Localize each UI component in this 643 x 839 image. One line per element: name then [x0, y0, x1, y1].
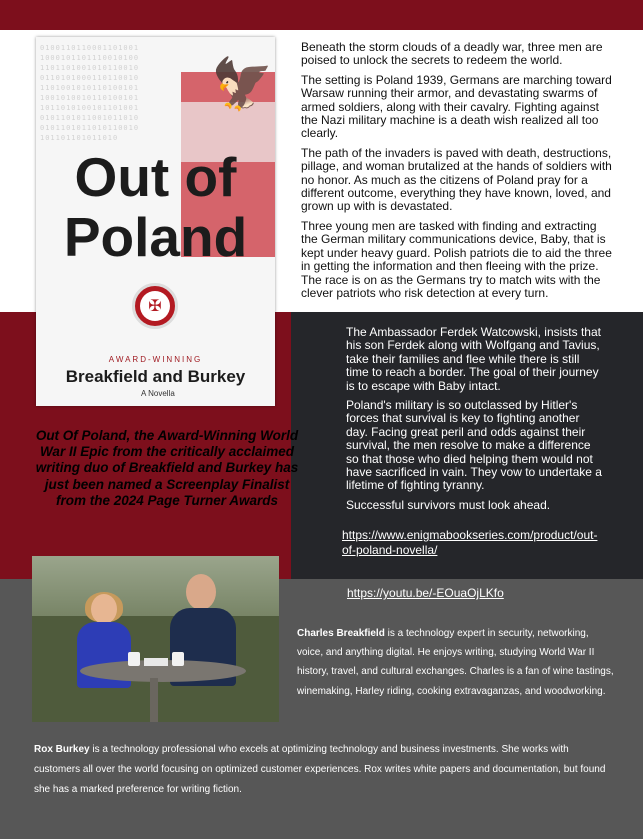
coffee-cup [172, 652, 184, 666]
description-paragraph: The setting is Poland 1939, Germans are marching toward Warsaw running their armor, and devastating swarms of armed soldiers, along with their cavalry. Fighting against the Nazi military machine is a death wish realized all too clearly. [301, 72, 612, 141]
face [186, 574, 216, 610]
dark-panel-text [346, 326, 604, 518]
book-description [301, 41, 616, 306]
charles-bio-text: is a technology expert in security, networking, voice, and anything digital. He enjoys writing, studying World War II history, travel, and cultural exchanges. Charles is a fan of wine tastings, winemaking, Harley riding, cooking extravaganzas, and woodworking. [297, 628, 614, 697]
award-winning-label: AWARD-WINNING [108, 355, 203, 364]
charles-name: Charles Breakfield [297, 628, 385, 639]
coffee-cup [128, 652, 140, 666]
authors-photo [32, 556, 279, 722]
paper-on-table [144, 658, 168, 666]
book-title-line-2: Poland [63, 206, 248, 268]
dark-panel-paragraph: The Ambassador Ferdek Watcowski, insists that his son Ferdek along with Wolfgang and Tavius, take their families and flee while there is still time to reach a border. The goal of their journey is to escape with Baby intact. [346, 325, 601, 393]
rox-bio-text: is a technology professional who excels at optimizing technology and business investments. She works with customers all over the world focusing on optimized customer experiences. Rox writes white papers and documentation, but found she has a marked preference for writing fiction. [34, 744, 606, 795]
youtube-video-link[interactable]: https://youtu.be/-EOuaOjLKfo [347, 586, 504, 600]
book-title-line-1: Out of [74, 146, 237, 208]
description-paragraph: Beneath the storm clouds of a deadly war, three men are poised to unlock the secrets to redeem the world. [301, 40, 603, 68]
rox-bio [34, 740, 614, 799]
description-paragraph: Three young men are tasked with finding and extracting the German military communications device, Baby, that is kept under heavy guard. Polish patriots die to aid the three in getting the information and then fleeing with the prize. The race is on as the Germans try to match wits with the clever patriots who risk detection at every turn. [301, 218, 612, 300]
eagle-icon: 🦅 [211, 56, 274, 112]
seal-eagle-icon: ✠ [140, 291, 170, 321]
binary-code-pattern: 010011011000110100110001011011100101001101101001010110010011010100011011001011010010101101001011001010010110100101101101010010110100101011010110010110100101101011010110010101101101011010 [40, 44, 140, 142]
top-banner-bar [0, 0, 643, 30]
screenplay-finalist-announcement: Out Of Poland, the Award-Winning World War II Epic from the critically acclaimed writing duo of Breakfield and Burkey has just been named a Screenplay Finalist from the 2024 Page Turner Awards [35, 428, 299, 508]
charles-bio [297, 624, 615, 701]
polish-seal-icon [132, 283, 178, 329]
dark-panel-paragraph: Successful survivors must look ahead. [346, 497, 551, 512]
book-subtitle: A Novella [141, 389, 175, 398]
table-leg [150, 678, 158, 722]
dark-panel-paragraph: Poland's military is so outclassed by Hitler's forces that survival is key to fighting another day. Facing great peril and odds against their survival, the men resolve to make a difference so that those who died helping them would not have sacrificed in vain. They vow to undertake a lifetime of fighting tyranny. [346, 398, 602, 493]
book-link-wrapper [342, 528, 602, 558]
book-product-link[interactable]: https://www.enigmabookseries.com/product/out-of-poland-novella/ [342, 528, 598, 557]
book-cover [36, 37, 275, 406]
book-authors: Breakfield and Burkey [65, 367, 246, 386]
face [91, 594, 117, 624]
description-paragraph: The path of the invaders is paved with death, destructions, pillage, and woman brutalized at the hands of soldiers with no honor. As much as the citizens of Poland pray for a different outcome, everything they have known, loved, and grown up with is devastated. [301, 145, 612, 214]
rox-name: Rox Burkey [34, 744, 90, 755]
